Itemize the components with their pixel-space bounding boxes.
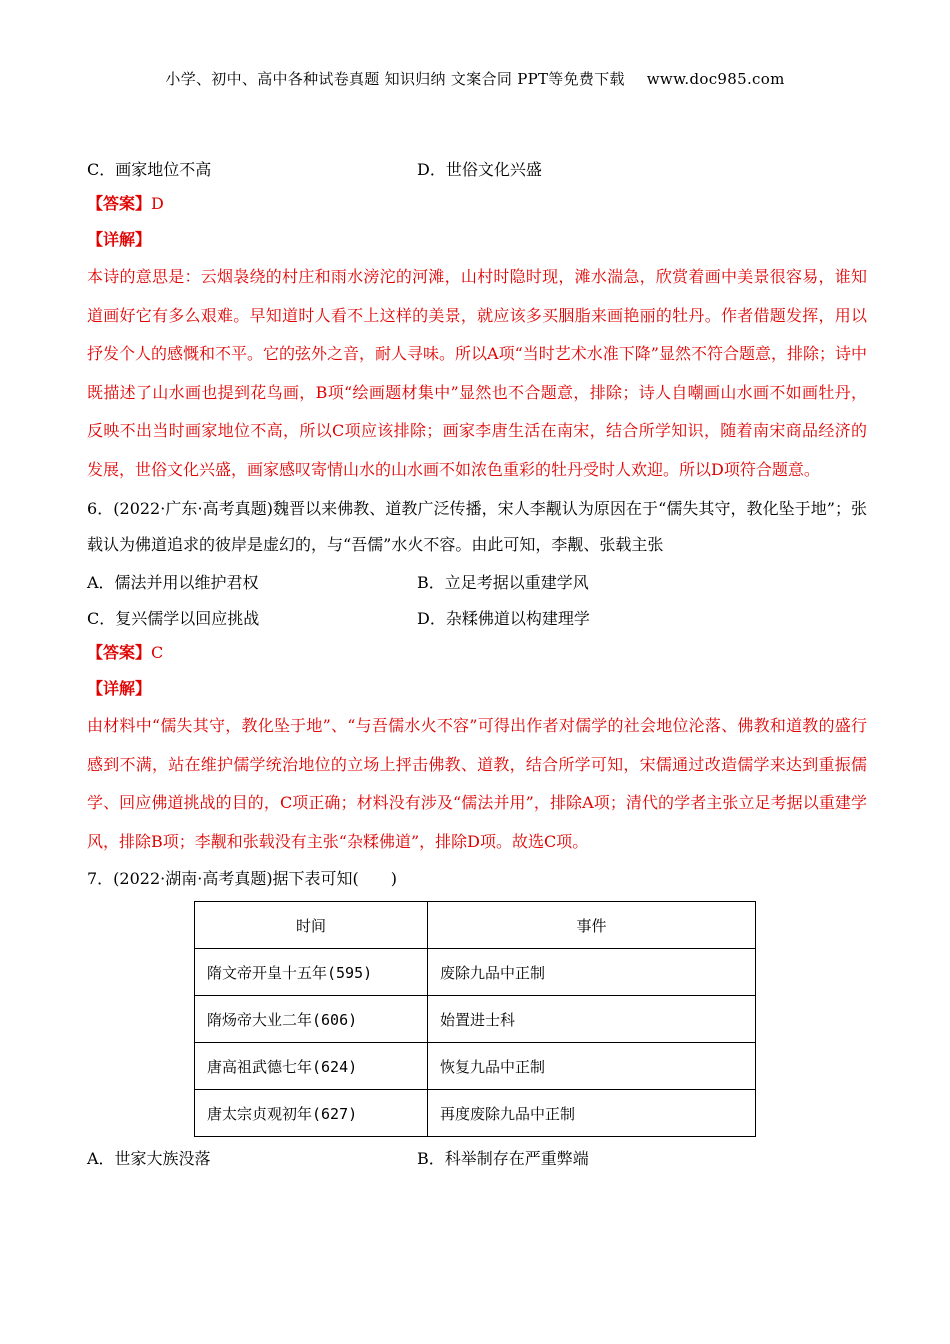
q5-options-row bbox=[87, 150, 867, 186]
q5-option-c: C．画家地位不高 bbox=[87, 159, 212, 179]
q6-option-a: A．儒法并用以维护君权 bbox=[87, 572, 259, 592]
table-cell-time: 隋文帝开皇十五年(595) bbox=[195, 949, 428, 996]
q6-answer bbox=[87, 635, 867, 671]
header-url[interactable]: www.doc985.com bbox=[646, 70, 785, 88]
answer-value: C bbox=[151, 643, 164, 662]
q7-option-b: B．科举制存在严重弊端 bbox=[417, 1148, 589, 1168]
table-cell-event: 恢复九品中正制 bbox=[428, 1043, 756, 1090]
table-header-event: 事件 bbox=[428, 902, 756, 949]
table-row bbox=[195, 1090, 756, 1137]
q6-option-d: D．杂糅佛道以构建理学 bbox=[417, 608, 590, 628]
answer-label: 【答案】 bbox=[87, 194, 152, 213]
q6-options-row-1 bbox=[87, 563, 867, 599]
q7-stem: 7．(2022·湖南·高考真题)据下表可知( ) bbox=[87, 869, 398, 888]
answer-value: D bbox=[151, 194, 164, 213]
q6-detail-text: 由材料中“儒失其守，教化坠于地”、“与吾儒水火不容”可得出作者对儒学的社会地位沦落、佛教和道教的盛行感到不满，站在维护儒学统治地位的立场上抨击佛教、道教，结合所学可知，宋儒通过改造儒学来达到重振儒学、回应佛道挑战的目的，C项正确；材料没有涉及“儒法并用”，排除A项；清代的学者主张立足考据以重建学风，排除B项；李觏和张载没有主张“杂糅佛道”，排除D项。故选C项。 bbox=[87, 716, 867, 851]
q6-options-row-2 bbox=[87, 599, 867, 635]
q6-stem: 6．(2022·广东·高考真题)魏晋以来佛教、道教广泛传播，宋人李觏认为原因在于“儒失其守，教化坠于地”；张载认为佛道追求的彼岸是虚幻的，与“吾儒”水火不容。由此可知，李觏、张载主张 bbox=[87, 499, 867, 554]
table-header-row bbox=[195, 902, 756, 949]
table-row bbox=[195, 1043, 756, 1090]
q5-answer bbox=[87, 186, 867, 222]
q7-option-a: A．世家大族没落 bbox=[87, 1148, 211, 1168]
table-row bbox=[195, 996, 756, 1043]
q7-table bbox=[194, 901, 756, 1137]
page-content bbox=[87, 150, 867, 1175]
q5-detail-label: 【详解】 bbox=[87, 230, 152, 249]
page-header bbox=[0, 68, 950, 89]
q6-option-b: B．立足考据以重建学风 bbox=[417, 572, 589, 592]
table-cell-event: 再度废除九品中正制 bbox=[428, 1090, 756, 1137]
q5-option-d: D．世俗文化兴盛 bbox=[417, 159, 542, 179]
header-text: 小学、初中、高中各种试卷真题 知识归纳 文案合同 PPT等免费下载 bbox=[165, 70, 625, 88]
table-row bbox=[195, 949, 756, 996]
table-header-time: 时间 bbox=[195, 902, 428, 949]
table-cell-event: 废除九品中正制 bbox=[428, 949, 756, 996]
answer-label: 【答案】 bbox=[87, 643, 152, 662]
q7-options-row bbox=[87, 1139, 867, 1175]
q6-detail-label: 【详解】 bbox=[87, 679, 152, 698]
table-cell-event: 始置进士科 bbox=[428, 996, 756, 1043]
table-cell-time: 唐高祖武德七年(624) bbox=[195, 1043, 428, 1090]
table-cell-time: 唐太宗贞观初年(627) bbox=[195, 1090, 428, 1137]
q6-option-c: C．复兴儒学以回应挑战 bbox=[87, 608, 260, 628]
q5-detail-text: 本诗的意思是：云烟袅绕的村庄和雨水滂沱的河滩，山村时隐时现，滩水湍急，欣赏着画中美景很容易，谁知道画好它有多么艰难。早知道时人看不上这样的美景，就应该多买胭脂来画艳丽的牡丹。作者借题发挥，用以抒发个人的感慨和不平。它的弦外之音，耐人寻味。所以A项“当时艺术水准下降”显然不符合题意，排除；诗中既描述了山水画也提到花鸟画，B项“绘画题材集中”显然也不合题意，排除；诗人自嘲画山水画不如画牡丹，反映不出当时画家地位不高，所以C项应该排除；画家李唐生活在南宋，结合所学知识，随着南宋商品经济的发展，世俗文化兴盛，画家感叹寄情山水的山水画不如浓色重彩的牡丹受时人欢迎。所以D项符合题意。 bbox=[87, 267, 867, 479]
table-cell-time: 隋炀帝大业二年(606) bbox=[195, 996, 428, 1043]
